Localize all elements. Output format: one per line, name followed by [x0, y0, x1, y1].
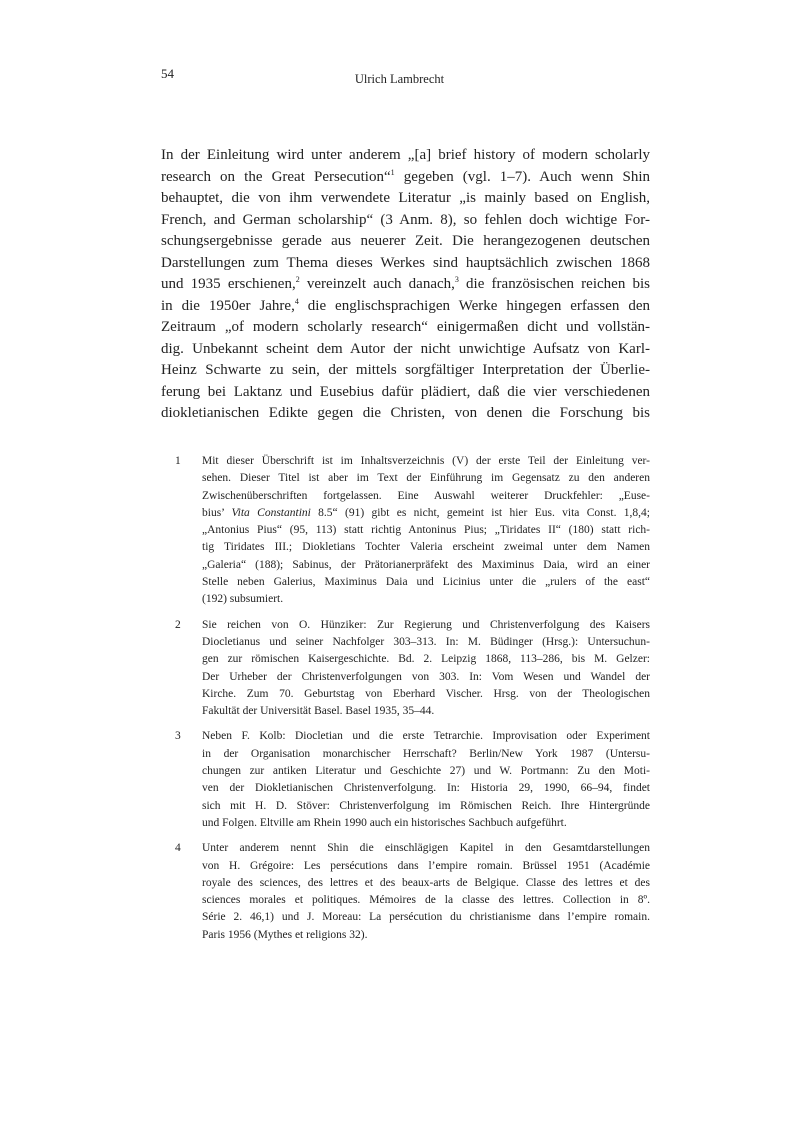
text-line: [161, 339, 650, 361]
text-segment: In der Einleitung wird unter anderem „[a] brief history of modern scholarly: [161, 147, 650, 163]
text-line: [202, 909, 650, 926]
text-line: [202, 763, 650, 780]
text-segment: die englischsprachigen Werke hingegen erfassen den: [298, 297, 650, 314]
text-segment: research on the Great Persecution“: [161, 168, 391, 185]
italic-title: Vita Constantini: [231, 506, 311, 519]
text-segment: sich mit H. D. Stöver: Christenverfolgung im Römischen Reich. Ihre Hintergründe: [202, 799, 650, 812]
text-line: [202, 557, 650, 574]
text-segment: Kirche. Zum 70. Geburtstag von Eberhard Vischer. Hrsg. von der Theologischen: [202, 687, 650, 700]
text-line: [202, 840, 650, 857]
page-number: 54: [161, 66, 174, 81]
text-segment: Fakultät der Universität Basel. Basel 1935, 35–44.: [202, 705, 435, 718]
text-segment: sehen. Dieser Titel ist aber im Text der Einführung im Gegensatz zu den anderen: [202, 472, 650, 485]
text-segment: dig. Unbekannt scheint dem Autor der nicht unwichtige Aufsatz von Karl-: [161, 340, 650, 357]
text-segment: diokletianischen Edikte gegen die Christen, von denen die Forschung bis: [161, 405, 650, 421]
text-line: [161, 231, 650, 253]
text-segment: ferung bei Laktanz und Eusebius dafür plädiert, daß die vier verschiedenen: [161, 383, 650, 400]
text-segment: Zeitraum „of modern scholarly research“ einigermaßen dicht und vollstän-: [161, 319, 650, 335]
footnote-reference[interactable]: 1: [390, 167, 395, 177]
text-segment: die französischen reichen bis: [458, 276, 650, 292]
text-line: [202, 634, 650, 651]
text-line: [161, 210, 650, 232]
footnote: [175, 840, 650, 944]
text-segment: „Antonius Pius“ (95, 113) statt richtig Antoninus Pius; „Tiridates II“ (180) statt rich-: [202, 524, 650, 537]
text-line: [161, 360, 650, 382]
footnote-number: 1: [175, 455, 181, 467]
text-line: [202, 617, 650, 634]
text-segment: sciences morales et politiques. Mémoires de la classe des lettres. Collection in 8º.: [202, 894, 650, 907]
text-segment: tig Tiridates III.; Diokletians Tochter Valeria erscheint zweimal unter dem Namen: [202, 541, 650, 554]
text-line: [202, 522, 650, 539]
text-line: [202, 669, 650, 686]
text-line: [202, 780, 650, 797]
text-line: [202, 686, 650, 703]
text-line: [202, 798, 650, 815]
text-segment: bius’: [202, 506, 232, 519]
footnote-reference[interactable]: 2: [295, 275, 300, 284]
text-segment: Unter anderem nennt Shin die einschlägigen Kapitel in den Gesamtdarstellungen: [202, 842, 650, 855]
text-segment: chungen zur antiken Literatur und Geschichte 27) und W. Portmann: Zu den Moti-: [202, 765, 650, 778]
running-head: Ulrich Lambrecht: [354, 72, 445, 86]
text-line: [202, 591, 650, 608]
footnote-reference[interactable]: 4: [294, 296, 299, 306]
text-line: [161, 274, 650, 296]
text-segment: 8.5“ (91) gibt es nicht, gemeint ist hier Eus. vita Const. 1,8,4;: [310, 506, 651, 519]
text-segment: French, and German scholarship“ (3 Anm. 8), so fehlen doch wichtige For-: [161, 211, 650, 228]
text-segment: (192) subsumiert.: [202, 593, 284, 606]
text-line: [202, 728, 650, 745]
text-line: [202, 746, 650, 763]
text-segment: in die 1950er Jahre,: [161, 297, 295, 314]
footnote: [175, 453, 650, 609]
text-line: [202, 453, 650, 470]
text-segment: Neben F. Kolb: Diocletian und die erste Tetrarchie. Improvisation oder Experiment: [202, 730, 650, 743]
text-line: [202, 574, 650, 591]
text-segment: Diocletianus und seiner Nachfolger 303–313. In: M. Büdinger (Hrsg.): Untersuchun-: [202, 635, 650, 648]
text-segment: in der Organisation monarchischer Herrschaft? Berlin/New York 1987 (Untersu-: [202, 747, 650, 760]
text-segment: Zwischenüberschriften fortgelassen. Eine Auswahl weiterer Druckfehler: „Euse-: [202, 489, 650, 502]
text-segment: Mit dieser Überschrift ist im Inhaltsverzeichnis (V) der erste Teil der Einleitung ver-: [202, 455, 650, 467]
text-segment: Stelle neben Galerius, Maximinus Daia und Licinius unter die „rulers of the east“: [202, 576, 650, 589]
text-line: [202, 892, 650, 909]
text-line: [161, 317, 650, 339]
text-segment: Der Urheber der Christenverfolgungen von 303. In: Vom Wesen und Wandel der: [202, 670, 650, 683]
text-segment: schungsergebnisse gerade aus neuerer Zeit. Die herangezogenen deutschen: [161, 233, 650, 249]
text-line: [161, 188, 650, 210]
text-line: [202, 651, 650, 668]
text-line: [161, 382, 650, 404]
text-line: [161, 253, 650, 275]
text-line: [161, 296, 650, 318]
text-line: [202, 505, 650, 522]
text-segment: Paris 1956 (Mythes et religions 32).: [202, 928, 368, 941]
text-segment: Sie reichen von O. Hünziker: Zur Regierung und Christenverfolgung des Kaisers: [202, 618, 650, 631]
footnote-number: 4: [175, 842, 181, 855]
text-segment: gegeben (vgl. 1–7). Auch wenn Shin: [394, 168, 650, 185]
text-line: [202, 703, 650, 720]
main-text: [161, 145, 650, 425]
text-segment: von H. Grégoire: Les persécutions dans l’empire romain. Brüssel 1951 (Académie: [202, 859, 650, 872]
text-line: [161, 403, 650, 425]
text-segment: „Galeria“ (188); Sabinus, der Prätorianerpräfekt des Maximinus Daia, wird an einer: [202, 558, 650, 571]
text-segment: vereinzelt auch danach,: [299, 276, 455, 292]
text-segment: gen zur römischen Kaisergeschichte. Bd. 2. Leipzig 1868, 113–286, bis M. Gelzer:: [202, 653, 650, 666]
text-segment: ven der Diokletianischen Christenverfolgung. In: Historia 29, 1990, 66–94, findet: [202, 782, 650, 795]
text-segment: und Folgen. Eltville am Rhein 1990 auch ein historisches Sachbuch aufgeführt.: [202, 816, 567, 829]
footnote: [175, 617, 650, 721]
footnotes: [175, 453, 650, 952]
footnote-number: 3: [175, 730, 181, 743]
text-line: [202, 875, 650, 892]
text-line: [202, 858, 650, 875]
text-line: [161, 145, 650, 167]
text-segment: behauptet, die von ihm verwendete Literatur „is mainly based on English,: [161, 190, 650, 206]
text-line: [202, 815, 650, 832]
text-line: [202, 470, 650, 487]
text-segment: und 1935 erschienen,: [161, 276, 296, 292]
text-line: [202, 488, 650, 505]
footnote-number: 2: [175, 618, 181, 631]
text-segment: Série 2. 46,1) und J. Moreau: La persécution du christianisme dans l’empire romain.: [202, 911, 650, 924]
footnote-reference[interactable]: 3: [454, 275, 459, 284]
text-line: [161, 167, 650, 189]
text-segment: royale des sciences, des lettres et des beaux-arts de Belgique. Classe des lettres et des: [202, 876, 650, 889]
text-segment: Darstellungen zum Thema dieses Werkes sind hauptsächlich zwischen 1868: [161, 254, 650, 271]
text-line: [202, 927, 650, 944]
text-segment: Heinz Schwarte zu sein, der mittels sorgfältiger Interpretation der Überlie-: [161, 362, 650, 378]
footnote: [175, 728, 650, 832]
text-line: [202, 539, 650, 556]
